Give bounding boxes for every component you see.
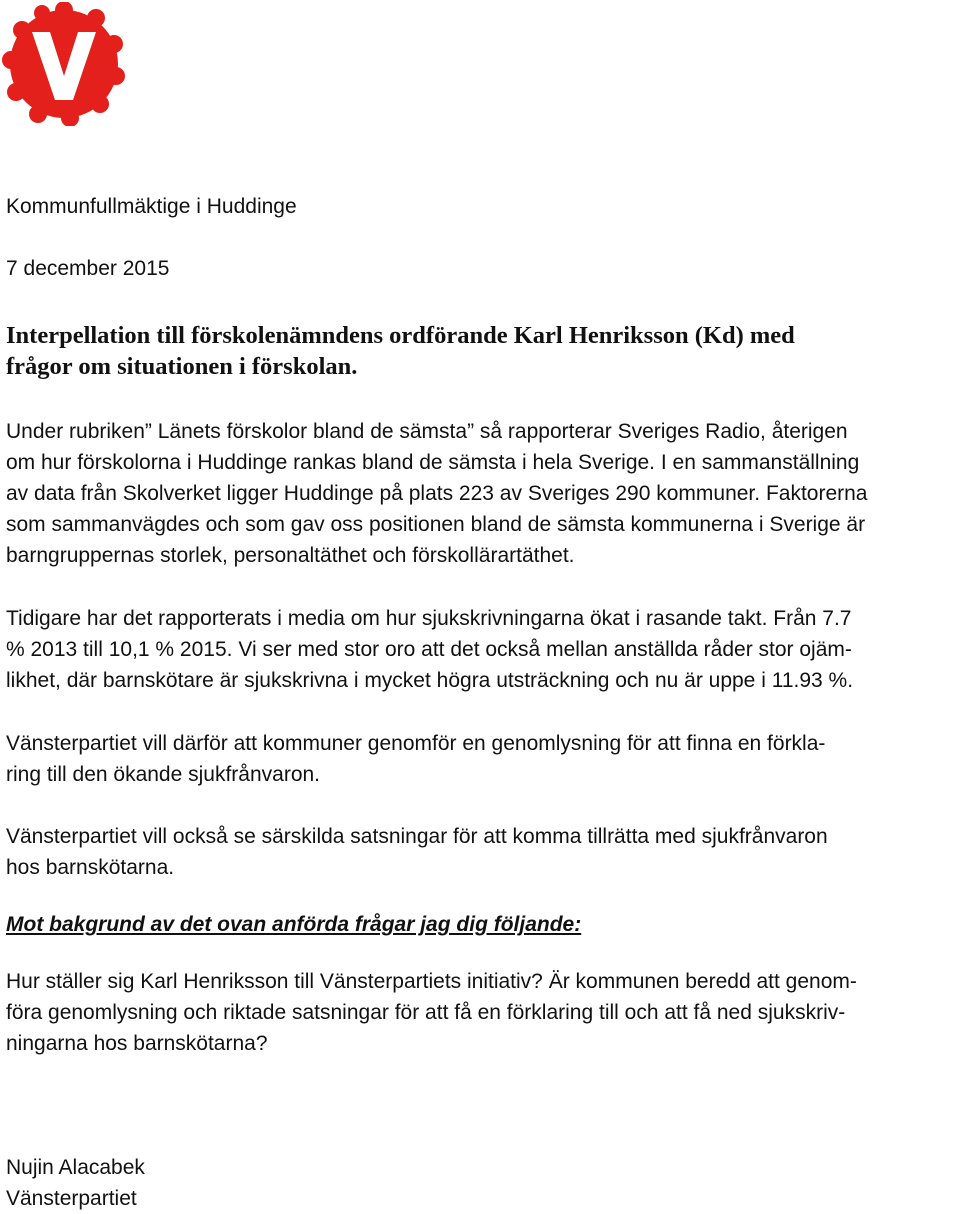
- paragraph-1-line: om hur förskolorna i Huddinge rankas bland de sämsta i hela Sverige. I en sammanställning: [6, 451, 860, 474]
- paragraph-2-line: Tidigare har det rapporterats i media om hur sjukskrivningarna ökat i rasande takt. Från 7.7: [6, 607, 852, 630]
- signature-name: Nujin Alacabek: [6, 1156, 145, 1179]
- paragraph-2-line: % 2013 till 10,1 % 2015. Vi ser med stor oro att det också mellan anställda råder stor ojäm-: [6, 638, 852, 661]
- paragraph-2-line: likhet, där barnskötare är sjukskrivna i mycket högra utsträckning och nu är uppe i 11.93 %.: [6, 669, 854, 692]
- paragraph-1-line: barngruppernas storlek, personaltäthet och förskollärartäthet.: [6, 544, 575, 567]
- question-heading: Mot bakgrund av det ovan anförda frågar jag dig följande:: [6, 913, 582, 936]
- vansterpartiet-rose-logo: [2, 2, 126, 126]
- paragraph-4-line: hos barnskötarna.: [6, 856, 175, 879]
- question-line: ningarna hos barnskötarna?: [6, 1032, 268, 1055]
- paragraph-1-line: Under rubriken” Länets förskolor bland de sämsta” så rapporterar Sveriges Radio, återigen: [6, 420, 848, 443]
- logo-rose-shape: [2, 2, 125, 126]
- date-line: 7 december 2015: [6, 257, 170, 280]
- paragraph-1-line: av data från Skolverket ligger Huddinge på plats 223 av Sveriges 290 kommuner. Faktorerna: [6, 482, 868, 505]
- paragraph-4-line: Vänsterpartiet vill också se särskilda satsningar för att komma tillrätta med sjukfrånvaron: [6, 825, 828, 848]
- title-line-2: frågor om situationen i förskolan.: [6, 353, 358, 380]
- recipient-line: Kommunfullmäktige i Huddinge: [6, 195, 297, 218]
- signature-party: Vänsterpartiet: [6, 1187, 137, 1210]
- paragraph-1-line: som sammanvägdes och som gav oss positionen bland de sämsta kommunerna i Sverige är: [6, 513, 866, 536]
- question-line: Hur ställer sig Karl Henriksson till Vänsterpartiets initiativ? Är kommunen beredd att genom-: [6, 970, 857, 993]
- paragraph-3-line: ring till den ökande sjukfrånvaron.: [6, 763, 321, 786]
- paragraph-3-line: Vänsterpartiet vill därför att kommuner genomför en genomlysning för att finna en förkla-: [6, 732, 826, 755]
- question-line: föra genomlysning och riktade satsningar för att få en förklaring till och att få ned sjukskriv-: [6, 1001, 846, 1024]
- title-line-1: Interpellation till förskolenämndens ordförande Karl Henriksson (Kd) med: [6, 322, 795, 349]
